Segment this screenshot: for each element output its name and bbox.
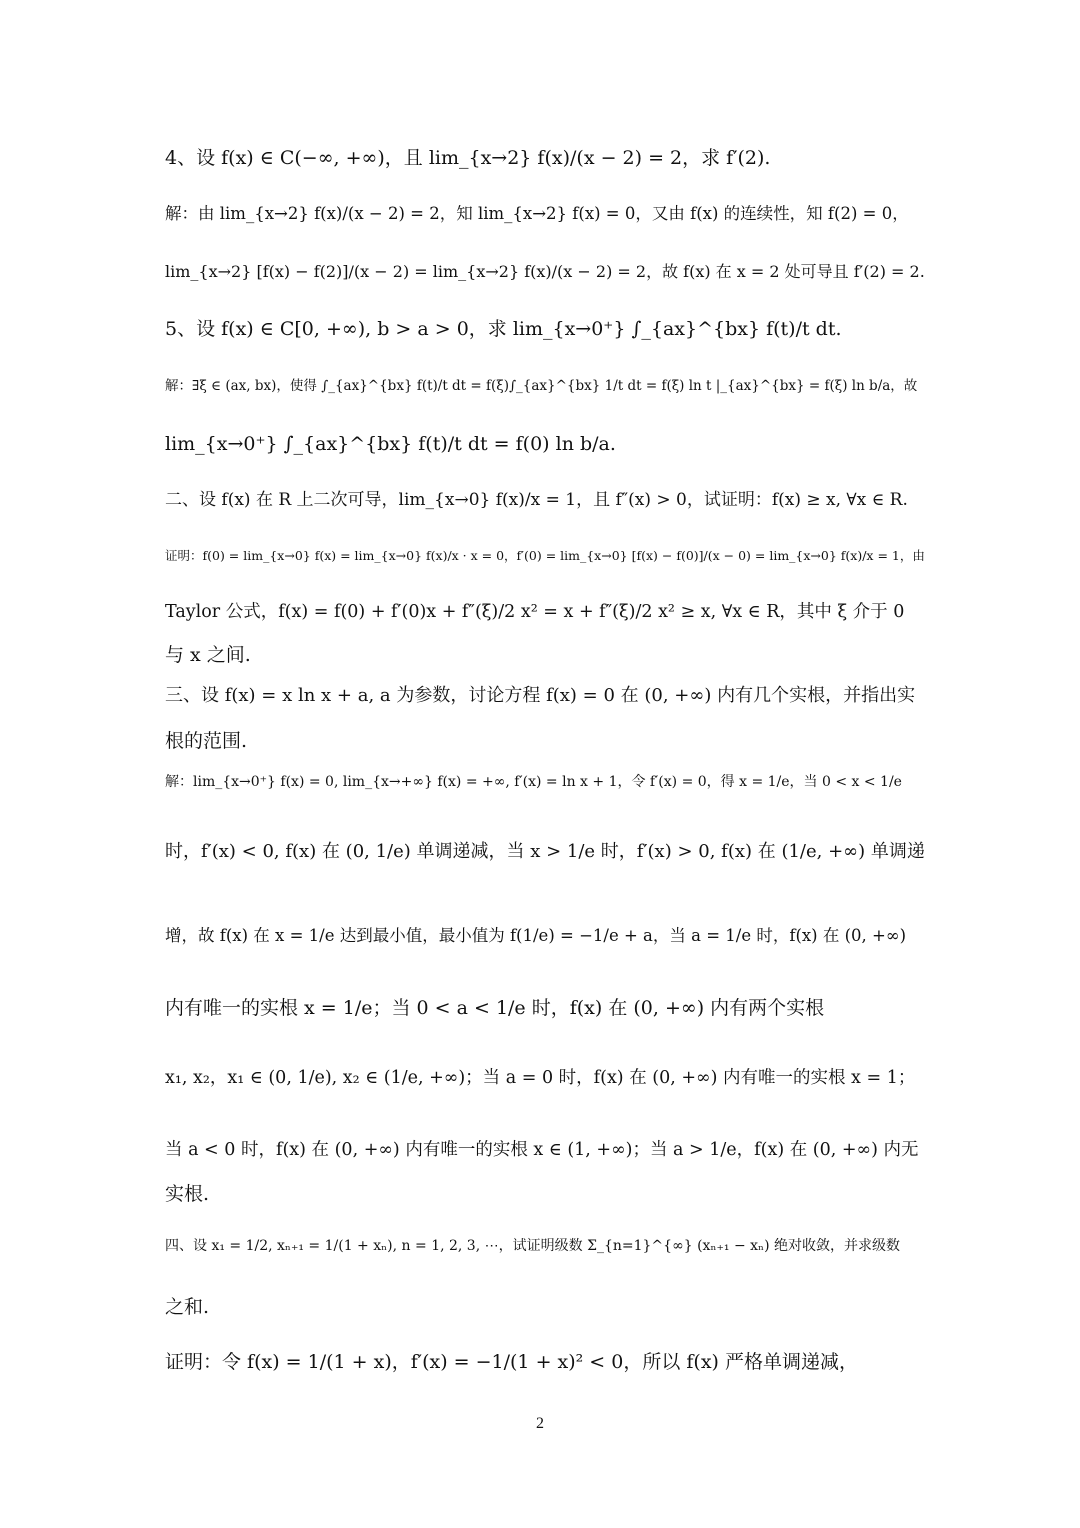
section-3-solution-line-6: 当 a < 0 时，f(x) 在 (0, +∞) 内有唯一的实根 x ∈ (1, +∞)；当 a > 1/e，f(x) 在 (0, +∞) 内无	[165, 1140, 919, 1160]
problem-4-solution-line-2: lim_{x→2} [f(x) − f(2)]/(x − 2) = lim_{x→2} f(x)/(x − 2) = 2，故 f(x) 在 x = 2 处可导且 f′(2) = 2.	[165, 262, 925, 281]
section-4-statement-line-1: 四、设 x₁ = 1/2, xₙ₊₁ = 1/(1 + xₙ), n = 1, 2, 3, ⋯，试证明级数 Σ_{n=1}^{∞} (xₙ₊₁ − xₙ) 绝对收敛，并求级数	[165, 1238, 900, 1254]
section-3-statement-line-1: 三、设 f(x) = x ln x + a, a 为参数，讨论方程 f(x) = 0 在 (0, +∞) 内有几个实根，并指出实	[165, 685, 916, 706]
section-3-solution-line-1: 解：lim_{x→0⁺} f(x) = 0, lim_{x→+∞} f(x) = +∞, f′(x) = ln x + 1，令 f′(x) = 0，得 x = 1/e，当 0 < x < 1/e	[165, 774, 902, 790]
page-number: 2	[536, 1415, 544, 1432]
section-3-solution-line-5: x₁, x₂，x₁ ∈ (0, 1/e), x₂ ∈ (1/e, +∞)；当 a = 0 时，f(x) 在 (0, +∞) 内有唯一的实根 x = 1；	[165, 1068, 916, 1088]
problem-5-statement: 5、设 f(x) ∈ C[0, +∞), b > a > 0，求 lim_{x→0⁺} ∫_{ax}^{bx} f(t)/t dt.	[165, 318, 842, 340]
problem-4-solution-line-1: 解：由 lim_{x→2} f(x)/(x − 2) = 2，知 lim_{x→2} f(x) = 0，又由 f(x) 的连续性，知 f(2) = 0，	[165, 204, 909, 223]
section-4-statement-line-2: 之和.	[165, 1296, 210, 1318]
section-3-solution-line-2: 时，f′(x) < 0, f(x) 在 (0, 1/e) 单调递减，当 x > 1/e 时，f′(x) > 0, f(x) 在 (1/e, +∞) 单调递	[165, 841, 925, 862]
section-3-statement-line-2: 根的范围.	[165, 730, 248, 752]
section-2-proof-line-2: Taylor 公式，f(x) = f(0) + f′(0)x + f″(ξ)/2 x² = x + f″(ξ)/2 x² ≥ x, ∀x ∈ R，其中 ξ 介于 0	[165, 602, 905, 622]
problem-4-statement: 4、设 f(x) ∈ C(−∞, +∞)，且 lim_{x→2} f(x)/(x − 2) = 2，求 f′(2).	[165, 147, 771, 169]
section-3-solution-line-3: 增，故 f(x) 在 x = 1/e 达到最小值，最小值为 f(1/e) = −1/e + a，当 a = 1/e 时，f(x) 在 (0, +∞)	[165, 926, 907, 945]
problem-5-solution-line-1: 解：∃ξ ∈ (ax, bx)，使得 ∫_{ax}^{bx} f(t)/t dt = f(ξ)∫_{ax}^{bx} 1/t dt = f(ξ) ln t |_{ax}^{bx} = f(ξ) ln b/a，故	[165, 378, 918, 394]
problem-5-solution-line-2: lim_{x→0⁺} ∫_{ax}^{bx} f(t)/t dt = f(0) ln b/a.	[165, 433, 616, 455]
section-4-proof-line-1: 证明：令 f(x) = 1/(1 + x)，f′(x) = −1/(1 + x)² < 0，所以 f(x) 严格单调递减，	[165, 1351, 859, 1373]
section-3-solution-line-4: 内有唯一的实根 x = 1/e；当 0 < a < 1/e 时，f(x) 在 (0, +∞) 内有两个实根	[165, 997, 825, 1019]
section-2-statement: 二、设 f(x) 在 R 上二次可导，lim_{x→0} f(x)/x = 1，且 f″(x) > 0，试证明：f(x) ≥ x, ∀x ∈ R.	[165, 490, 908, 510]
section-3-solution-line-7: 实根.	[165, 1183, 210, 1205]
section-2-proof-line-3: 与 x 之间.	[165, 644, 251, 666]
section-2-proof-line-1: 证明：f(0) = lim_{x→0} f(x) = lim_{x→0} f(x)/x · x = 0，f′(0) = lim_{x→0} [f(x) − f(0)]/(x − 0) = lim_{x→0} f(x)/x = 1，由	[165, 548, 925, 563]
